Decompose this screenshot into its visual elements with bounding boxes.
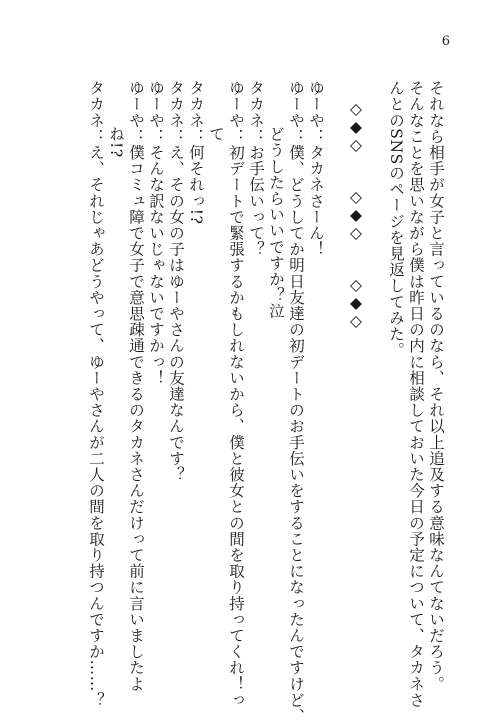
paragraph-line: んとのSNSのページを見返してみた。 <box>387 80 405 359</box>
dialogue-line: ゆーや：僕コミュ障で女子で意思疎通できるのタカネさんだけって前に言いましたよ <box>127 80 145 692</box>
dialogue-line: タカネ：何それっ!? <box>187 80 205 225</box>
scene-break-row: ◇◆◇ <box>347 188 365 243</box>
scene-break-row: ◇◆◇ <box>347 276 365 331</box>
dialogue-line: ゆーや：そんな訳ないじゃないですかっ！ <box>147 80 165 386</box>
dialogue-line: タカネ：え、その女の子はゆーやさんの友達なんです？ <box>167 80 185 483</box>
scene-break-mark <box>346 80 366 665</box>
page-number: 6 <box>441 34 450 49</box>
dialogue-line: て <box>207 125 225 142</box>
paragraph-line: それなら相手が女子と言っているのなら、それ以上追及する意味なんてないだろう。 <box>427 80 445 692</box>
dialogue-line: ね!? <box>107 125 125 158</box>
dialogue-line: ゆーや：僕、どうしてか明日友達の初デートのお手伝いをすることになったんですけど、 <box>287 80 305 724</box>
dialogue-line: どうしたらいいですか？泣 <box>267 125 285 319</box>
dialogue-line: ゆーや：タカネさーん！ <box>307 80 325 258</box>
scene-break-row: ◇◆◇ <box>347 100 365 155</box>
dialogue-line: タカネ：お手伝いって？ <box>247 80 265 258</box>
dialogue-line: ゆーや：初デートで緊張するかもしれないから、僕と彼女との間を取り持ってくれ！っ <box>227 80 245 708</box>
paragraph-line: そんなことを思いながら僕は昨日の内に相談しておいた今日の予定について、タカネさ <box>407 80 425 708</box>
page-text <box>86 80 446 724</box>
dialogue-line: タカネ：え、それじゃあどうやって、ゆーやさんが二人の間を取り持つんですか……？ <box>87 80 105 708</box>
